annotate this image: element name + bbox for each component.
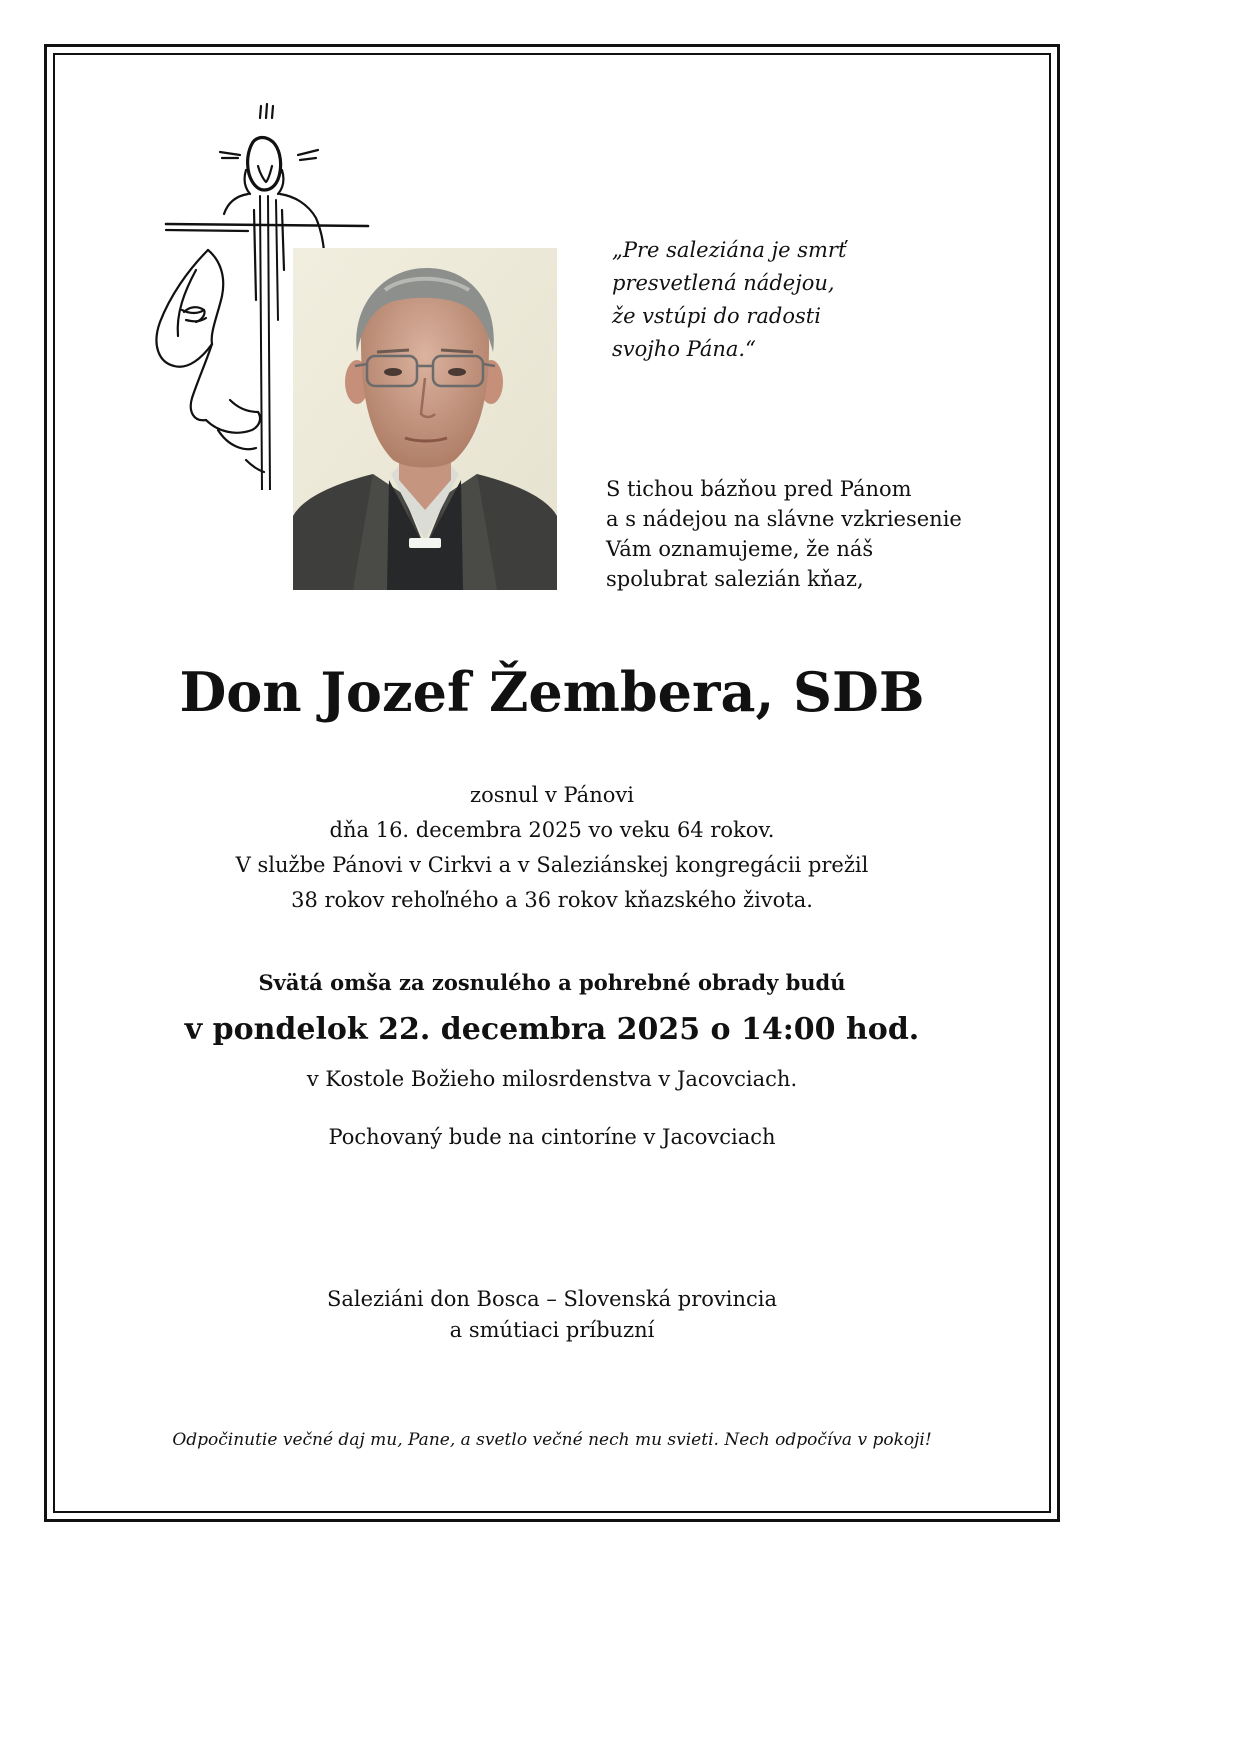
announcement-intro — [606, 474, 962, 594]
burial-info — [0, 1125, 1104, 1149]
funeral-place-text: v Kostole Božieho milosrdenstva v Jacovciach. — [306, 1067, 798, 1091]
deceased-name: Don Jozef Žembera, SDB — [179, 660, 925, 724]
burial-info-text: Pochovaný bude na cintoríne v Jacovciach — [328, 1125, 776, 1149]
details-line: 38 rokov rehoľného a 36 rokov kňazského života. — [291, 888, 813, 912]
funeral-place — [0, 1067, 1104, 1091]
funeral-datetime — [0, 1012, 1104, 1047]
intro-line: a s nádejou na slávne vzkriesenie — [606, 507, 962, 531]
closing-prayer-text: Odpočinutie večné daj mu, Pane, a svetlo večné nech mu svieti. Nech odpočíva v pokoji! — [172, 1430, 932, 1450]
details-line: zosnul v Pánovi — [470, 783, 634, 807]
quote-line: presvetlená nádejou, — [612, 271, 835, 295]
funeral-heading — [0, 970, 1104, 995]
closing-prayer — [0, 1430, 1104, 1450]
details-line: dňa 16. decembra 2025 vo veku 64 rokov. — [329, 818, 775, 842]
portrait-photo — [293, 248, 557, 590]
details-line: V službe Pánovi v Cirkvi a v Saleziánskej kongregácii prežil — [235, 853, 869, 877]
salesian-quote — [612, 234, 846, 366]
signature — [0, 1284, 1104, 1346]
intro-line: spolubrat salezián kňaz, — [606, 567, 864, 591]
signature-line: a smútiaci príbuzní — [449, 1318, 655, 1342]
quote-line: svojho Pána.“ — [612, 337, 756, 361]
intro-line: Vám oznamujeme, že náš — [606, 537, 874, 561]
funeral-heading-text: Svätá omša za zosnulého a pohrebné obrady budú — [258, 970, 846, 995]
funeral-datetime-text: v pondelok 22. decembra 2025 o 14:00 hod. — [184, 1012, 920, 1047]
intro-line: S tichou bázňou pred Pánom — [606, 477, 912, 501]
signature-line: Saleziáni don Bosca – Slovenská provincia — [326, 1287, 778, 1311]
death-details — [0, 778, 1104, 918]
quote-line: „Pre saleziána je smrť — [612, 238, 847, 262]
quote-line: že vstúpi do radosti — [612, 304, 821, 328]
